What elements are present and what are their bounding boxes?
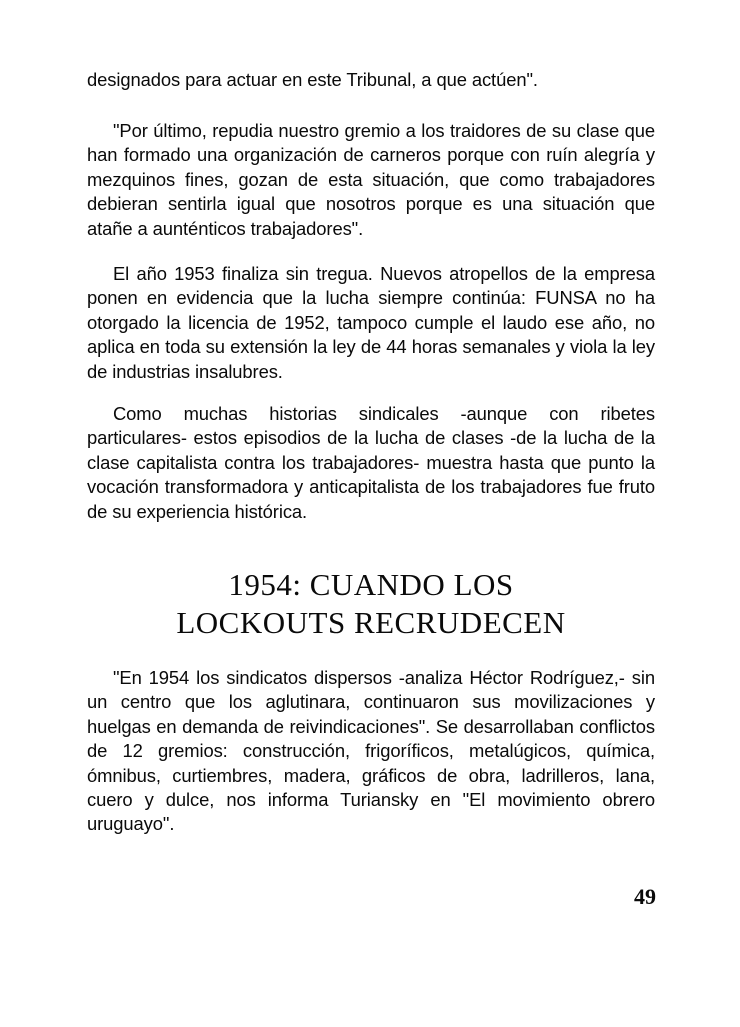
section-heading-line-2: LOCKOUTS RECRUDECEN [176, 605, 566, 640]
section-heading-line-1: 1954: CUANDO LOS [228, 567, 514, 602]
paragraph-1954: "En 1954 los sindicatos dispersos -analiza Héctor Rodríguez,- sin un centro que los aglutinara, continuaron sus movilizaciones y huelgas en demanda de reivindicaciones". Se desarrollaban conflictos de 12 gremios: construcción, frigoríficos, metalúgicos, química, ómnibus, curtiembres, madera, gráficos de obra, ladrilleros, lana, cuero y dulce, nos informa Turiansky en "El movimiento obrero uruguayo". [87, 667, 655, 835]
paragraph-1953: El año 1953 finaliza sin tregua. Nuevos atropellos de la empresa ponen en evidencia que la lucha siempre continúa: FUNSA no ha otorgado la licencia de 1952, tampoco cumple el laudo ese año, no aplica en toda su extensión la ley de 44 horas semanales y viola la ley de industrias insalubres. [87, 263, 655, 382]
paragraph-historias-sindicales: Como muchas historias sindicales -aunque con ribetes particulares- estos episodios de la lucha de clases -de la lucha de la clase capitalista contra los trabajadores- muestra hasta que punto la vocación transformadora y anticapitalista de los trabajadores fue fruto de su experiencia histórica. [87, 403, 655, 522]
paragraph-quote-repudia: "Por último, repudia nuestro gremio a los traidores de su clase que han formado una organización de carneros porque con ruín alegría y mezquinos fines, gozan de esta situación, que como trabajadores debieran sentirla igual que nosotros porque es una situación que atañe a aunténticos trabajadores". [87, 120, 655, 239]
page-number: 49 [634, 884, 656, 909]
section-heading [87, 566, 655, 642]
paragraph-continuation: designados para actuar en este Tribunal, a que actúen". [87, 69, 538, 90]
